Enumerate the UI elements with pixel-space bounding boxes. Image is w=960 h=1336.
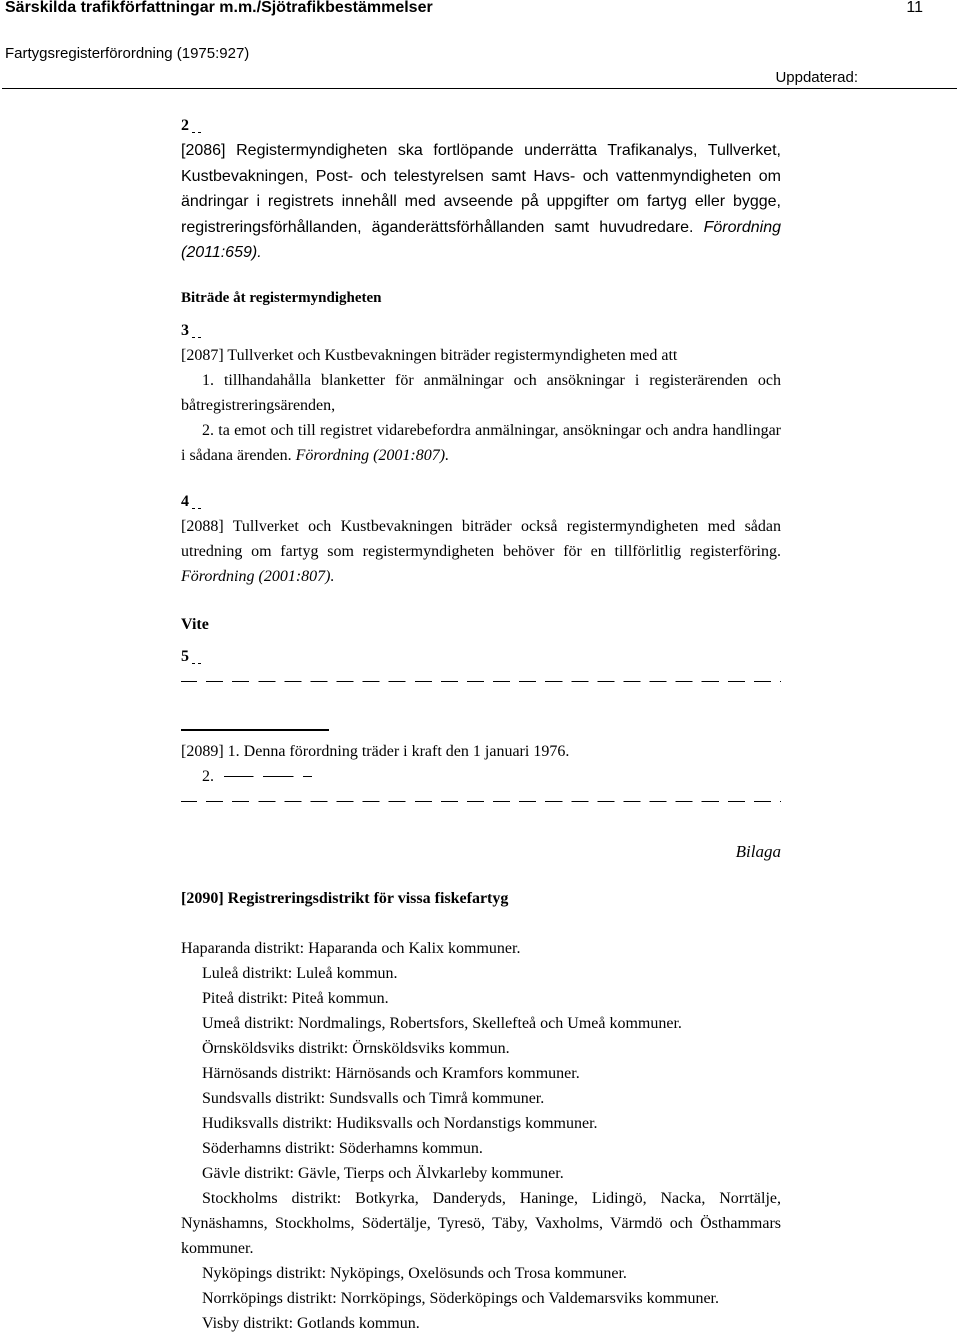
statute-title: Fartygsregisterförordning (1975:927) [5,45,250,62]
district-item: Hudiksvalls distrikt: Hudiksvalls och Nordanstigs kommuner. [202,1114,598,1132]
section-3-item-2 [181,418,781,468]
omitted-text-dashes [181,801,781,802]
section-link-icon[interactable] [192,649,201,664]
section-2-heading [181,113,781,138]
appendix-title: [2090] Registreringsdistrikt för vissa fiskefartyg [181,889,509,907]
entry-into-force-item-1 [181,739,781,764]
section-number: 3 [181,321,189,339]
district-item: Söderhamns distrikt: Söderhamns kommun. [202,1139,483,1157]
section-4-text [181,514,781,589]
section-number: 2 [181,117,189,134]
paragraph-text: Registermyndigheten ska fortlöpande underrätta Trafikanalys, Tullverket, Kustbevakningen, Post- och telestyrelsen samt Havs- och vattenmyndigheten om ändringar i registrets innehåll med avseende på uppgifter om fartyg eller bygge, registreringsförhållanden, äganderättsförhållanden samt huvudredare. [181,142,782,236]
district-item: Sundsvalls distrikt: Sundsvalls och Timrå kommuner. [202,1089,545,1107]
list-item: 2. [202,767,214,785]
ref-number: [2087] [181,346,224,364]
section-heading-bitrade: Biträde åt registermyndigheten [181,289,382,306]
section-3-intro [181,343,781,368]
district-item: Luleå distrikt: Luleå kommun. [202,964,398,982]
entry-into-force-rule [181,729,329,731]
section-number: 5 [181,647,189,665]
ref-number: [2086] [181,142,226,159]
section-link-icon[interactable] [192,494,201,509]
running-header-title: Särskilda trafikförfattningar m.m./Sjötrafikbestämmelser [5,0,433,16]
ref-number: [2089] [181,742,224,760]
district-item: Visby distrikt: Gotlands kommun. [202,1314,420,1332]
list-item: 2. ta emot och till registret vidarebefordra anmälningar, ansökningar och andra handlingar i sådana ärenden. [181,421,781,464]
list-item: 1. tillhandahålla blanketter för anmälningar och ansökningar i registerärenden och båtregistreringsärenden, [181,371,781,414]
omitted-text-dashes [224,776,312,777]
section-number: 4 [181,492,189,510]
updated-label: Uppdaterad: [775,69,858,86]
district-item: Stockholms distrikt: Botkyrka, Danderyds, Haninge, Lidingö, Nacka, Norrtälje, Nynäshamns, Stockholms, Södertälje, Tyresö, Täby, Vaxholms, Värmdö och Östhammars kommuner. [181,1189,781,1257]
appendix-label: Bilaga [735,841,781,861]
district-item: Umeå distrikt: Nordmalings, Robertsfors, Skellefteå och Umeå kommuner. [202,1014,682,1032]
header-rule [2,88,957,89]
paragraph-text: Tullverket och Kustbevakningen biträder registermyndigheten med att [227,346,678,364]
document-body [181,113,781,1336]
omitted-text-dashes [181,681,781,682]
citation: Förordning (2011:659). [181,218,781,261]
section-2-text [181,138,781,266]
ref-number: [2088] [181,517,224,535]
section-link-icon[interactable] [192,323,201,338]
entry-into-force-item-2 [181,764,781,789]
district-item: Norrköpings distrikt: Norrköpings, Söderköpings och Valdemarsviks kommuner. [202,1289,719,1307]
citation: Förordning (2001:807). [181,567,335,585]
citation: Förordning (2001:807). [295,446,450,464]
district-item: Örnsköldsviks distrikt: Örnsköldsviks kommun. [202,1039,510,1057]
district-item: Nyköpings distrikt: Nyköpings, Oxelösunds och Trosa kommuner. [202,1264,627,1282]
district-item: Härnösands distrikt: Härnösands och Kramfors kommuner. [202,1064,580,1082]
page-number: 11 [906,0,923,16]
section-4-heading [181,489,781,514]
district-item: Haparanda distrikt: Haparanda och Kalix kommuner. [181,939,521,957]
district-list [181,936,781,1336]
district-item: Piteå distrikt: Piteå kommun. [202,989,389,1007]
section-3-item-1 [181,368,781,418]
list-item: 1. Denna förordning träder i kraft den 1 januari 1976. [227,742,570,760]
paragraph-text: Tullverket och Kustbevakningen biträder också registermyndigheten med sådan utredning om fartyg som registermyndigheten behöver för en tillförlitlig registerföring. [181,517,781,560]
section-3-heading [181,318,781,343]
section-heading-vite: Vite [181,615,209,633]
section-5-heading [181,644,781,669]
section-link-icon[interactable] [192,118,201,133]
district-item: Gävle distrikt: Gävle, Tierps och Älvkarleby kommuner. [202,1164,564,1182]
